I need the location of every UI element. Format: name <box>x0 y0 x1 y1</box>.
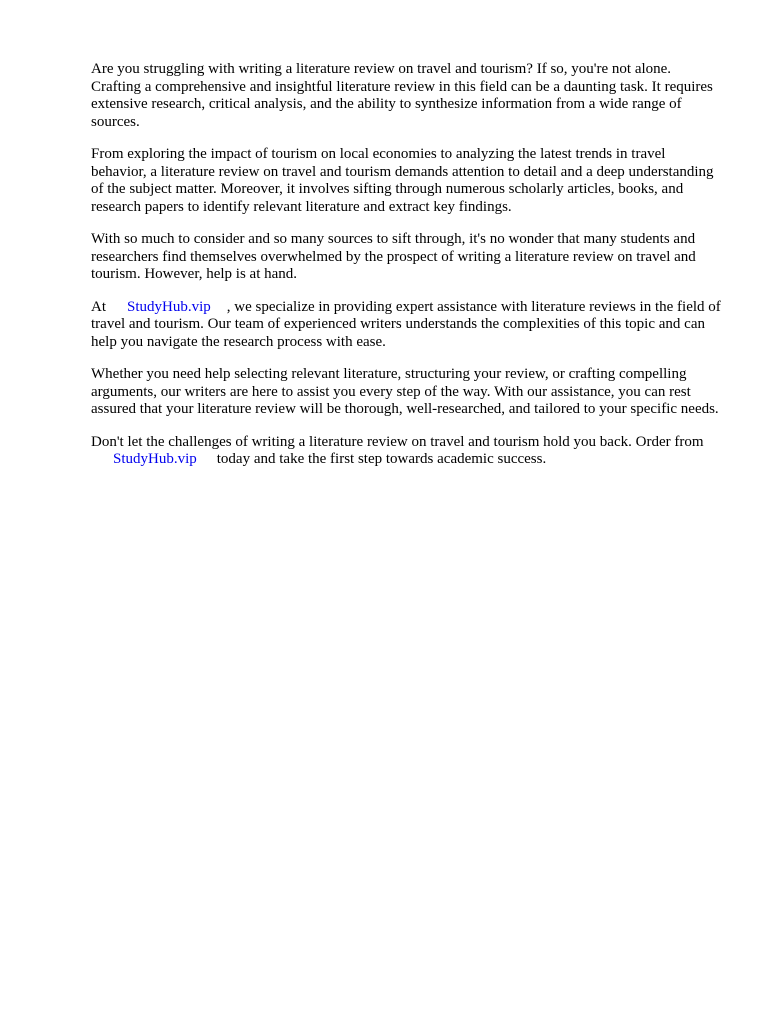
paragraph-service-text: , we specialize in providing expert assistance with literature reviews in the field of travel and tourism. Our team of experienced writers understands the complexities of this topic and can help you navigate the research process with ease. <box>91 298 721 350</box>
paragraph-cta-lead: Don't let the challenges of writing a literature review on travel and tourism hold you back. Order from <box>91 433 704 450</box>
paragraph-overwhelm: With so much to consider and so many sources to sift through, it's no wonder that many students and researchers find themselves overwhelmed by the prospect of writing a literature review on travel and tourism. However, help is at hand. <box>91 231 696 282</box>
paragraph-cta <box>91 434 721 469</box>
paragraph-scope: From exploring the impact of tourism on local economies to analyzing the latest trends in travel behavior, a literature review on travel and tourism demands attention to detail and a deep understanding of the subject matter. Moreover, it involves sifting through numerous scholarly articles, books, and research papers to identify relevant literature and extract key findings. <box>91 146 714 215</box>
paragraph-service <box>91 299 721 352</box>
paragraph-help: Whether you need help selecting relevant literature, structuring your review, or crafting compelling arguments, our writers are here to assist you every step of the way. With our assistance, you can rest assured that your literature review will be thorough, well-researched, and tailored to your specific needs. <box>91 366 719 417</box>
studyhub-link[interactable]: StudyHub.vip <box>127 298 211 315</box>
document-body <box>91 61 721 484</box>
studyhub-link-order[interactable]: StudyHub.vip <box>113 451 197 467</box>
paragraph-intro: Are you struggling with writing a literature review on travel and tourism? If so, you're not alone. Crafting a comprehensive and insightful literature review in this field can be a daunting task. It requires extensive research, critical analysis, and the ability to synthesize information from a wide range of sources. <box>91 61 713 130</box>
paragraph-service-lead: At <box>91 298 106 315</box>
paragraph-cta-text: today and take the first step towards academic success. <box>216 451 547 467</box>
